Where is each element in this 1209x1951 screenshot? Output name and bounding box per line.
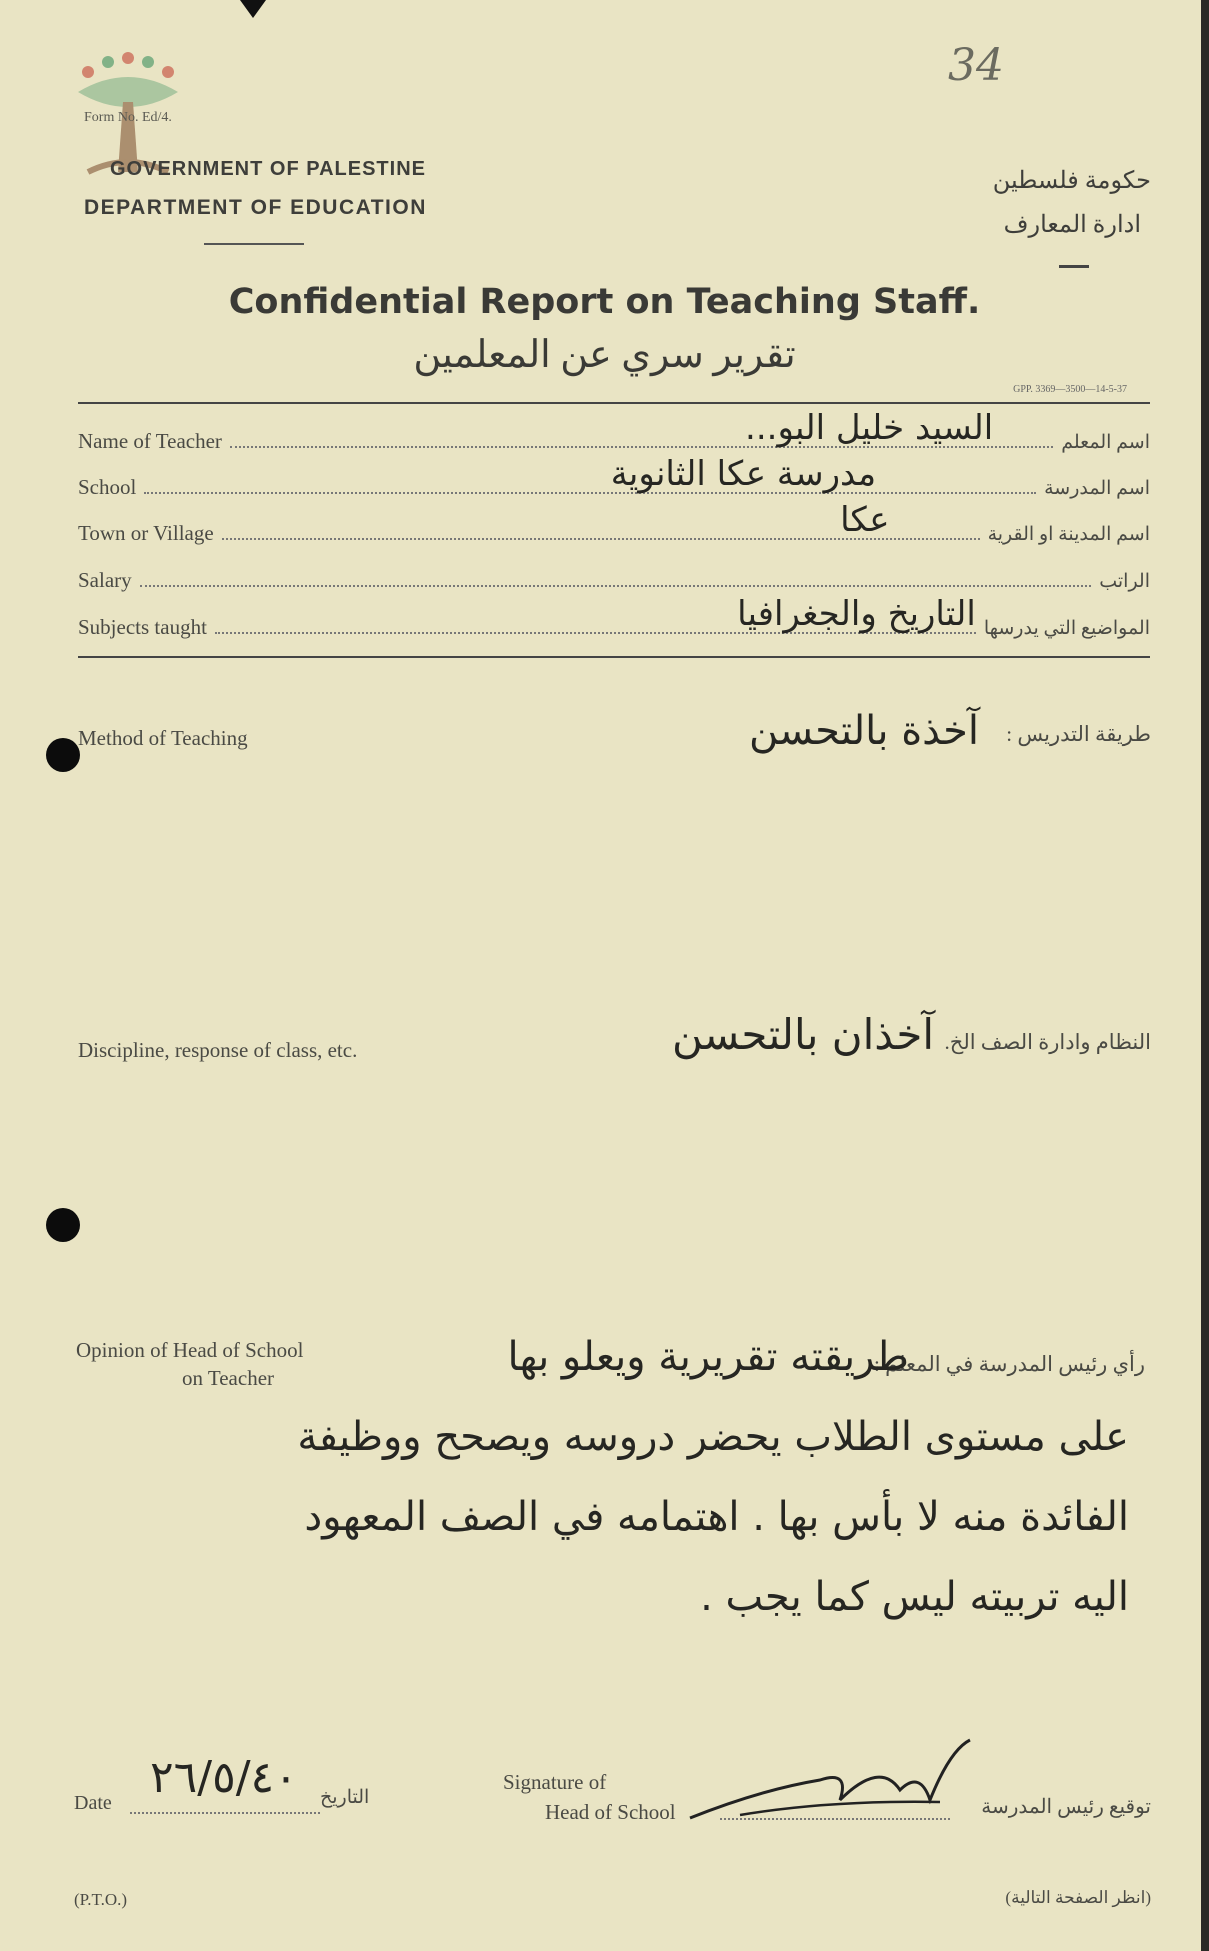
field-value-handwritten: عكا [840,500,890,540]
field-dotted-line [140,585,1092,587]
field-dotted-line [215,594,976,634]
header-divider [204,243,304,245]
department-heading-ar: ادارة المعارف [1003,212,1141,238]
signature-label-ar: توقيع رئيس المدرسة [981,1796,1151,1818]
field-label-ar: اسم المدينة او القرية [987,524,1150,545]
government-heading-en: GOVERNMENT OF PALESTINE [110,158,426,180]
field-label-en: Town or Village [78,521,214,545]
method-value-handwritten: آخذة بالتحسن [748,708,979,754]
handwritten-signature [680,1730,980,1830]
signature-label-line1: Signature of [503,1770,607,1794]
punch-hole-upper [46,738,80,772]
field-value-handwritten: التاريخ والجغرافيا [737,594,976,634]
opinion-line-3: الفائدة منه لا بأس بها . اهتمامه في الصف المعهود [304,1494,1129,1540]
field-value-handwritten: مدرسة عكا الثانوية [610,454,877,494]
government-heading-ar: حكومة فلسطين [992,168,1151,194]
opinion-label-en-line2: on Teacher [182,1366,275,1390]
report-title-en: Confidential Report on Teaching Staff. [228,282,981,322]
field-label-ar: المواضيع التي يدرسها [983,618,1150,639]
pto-label-ar: (انظر الصفحة التالية) [1005,1888,1151,1907]
opinion-label-en-line1: Opinion of Head of School [76,1338,304,1362]
print-code: GPP. 3369—3500—14-5-37 [1013,384,1127,395]
header-divider-ar [1059,265,1089,268]
punch-hole-lower [46,1208,80,1242]
date-label-en: Date [74,1792,112,1814]
field-label-en: Name of Teacher [78,429,222,453]
date-value-handwritten: ٢٦/٥/٤٠ [150,1752,298,1803]
discipline-label-en: Discipline, response of class, etc. [78,1038,358,1062]
method-label-en: Method of Teaching [78,726,248,750]
signature-label-line2: Head of School [545,1800,676,1824]
top-marker-triangle [240,0,266,18]
field-dotted-line [222,500,980,540]
field-label-ar: الراتب [1099,571,1150,592]
field-row-town [78,500,1150,546]
fields-top-rule [78,402,1150,404]
field-label-en: School [78,475,137,499]
date-dotted-line [130,1812,320,1814]
field-row-teacher-name [78,408,1150,454]
pto-label-en: (P.T.O.) [74,1890,128,1909]
field-row-salary [78,563,1150,593]
discipline-value-handwritten: آخذان بالتحسن [671,1010,934,1059]
field-label-en: Subjects taught [78,615,207,639]
field-dotted-line [230,408,1053,448]
field-label-en: Salary [78,568,132,592]
field-label-ar: اسم المدرسة [1044,478,1150,499]
report-title-ar: تقرير سري عن المعلمين [413,334,796,376]
field-value-handwritten: السيد خليل البو... [745,408,994,448]
field-row-subjects [78,594,1150,640]
field-row-school [78,454,1150,500]
discipline-label-ar: النظام وادارة الصف الخ. [944,1030,1151,1054]
page-number: 34 [948,40,1004,91]
fields-bottom-rule [78,656,1150,658]
date-label-ar: التاريخ [320,1787,370,1808]
form-number: Form No. Ed/4. [84,110,172,125]
opinion-line-4: اليه تربيته ليس كما يجب . [700,1574,1129,1620]
method-label-ar: طريقة التدريس : [1006,722,1151,746]
opinion-label-ar: رأي رئيس المدرسة في المعلم : [874,1352,1145,1376]
field-label-ar: اسم المعلم [1061,432,1150,453]
field-dotted-line [144,454,1036,494]
opinion-line-2: على مستوى الطلاب يحضر دروسه ويصحح ووظيفة [297,1414,1129,1460]
opinion-line-1: طريقته تقريرية ويعلو بها [507,1334,909,1380]
department-heading-en: DEPARTMENT OF EDUCATION [84,196,427,219]
